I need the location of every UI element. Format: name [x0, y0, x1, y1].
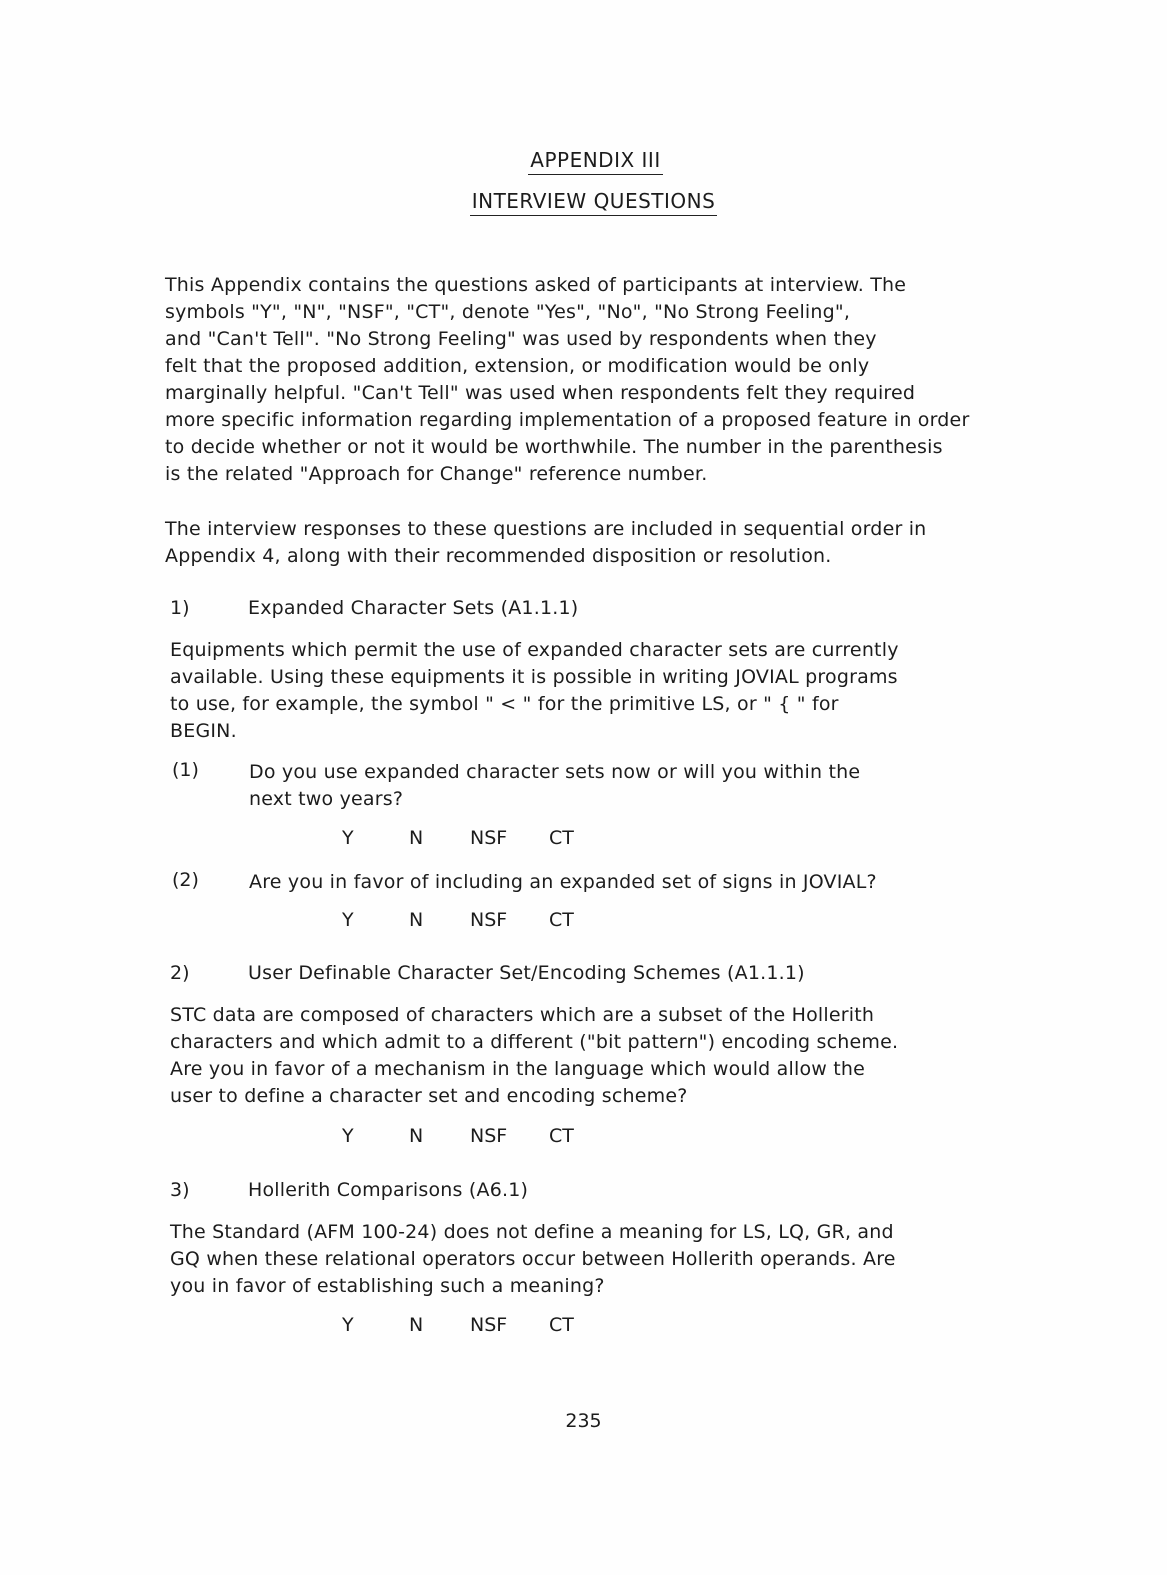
answer-no-strong-feeling: NSF	[470, 909, 508, 931]
answer-cant-tell: CT	[549, 827, 574, 849]
answer-no-strong-feeling: NSF	[470, 1314, 508, 1336]
intro-paragraph: This Appendix contains the questions asked of participants at interview. The symbols "Y", "N", "NSF", "CT", denote "Yes", "No", "No Strong Feeling", and "Can't Tell". "No Strong Feeling" was used by respondents when they felt that the proposed addition, extension, or modification would be only marginally helpful. "Can't Tell" was used when respondents felt they required more specific information regarding implementation of a proposed feature in order to decide whether or not it would be worthwhile. The number in the parenthesis is the related "Approach for Change" reference number.	[165, 274, 970, 485]
answer-no-strong-feeling: NSF	[470, 827, 508, 849]
answer-yes: Y	[342, 1125, 354, 1147]
section-1-title: Expanded Character Sets (A1.1.1)	[248, 597, 579, 619]
answer-no: N	[409, 827, 424, 849]
section-2-title: User Definable Character Set/Encoding Schemes (A1.1.1)	[248, 962, 805, 984]
appendix-title	[12, 148, 1167, 175]
answer-no: N	[409, 909, 424, 931]
answer-no: N	[409, 1125, 424, 1147]
section-3-body: The Standard (AFM 100-24) does not define a meaning for LS, LQ, GR, and GQ when these relational operators occur between Hollerith operands. Are you in favor of establishing such a meaning?	[170, 1221, 896, 1297]
question-2-number: (2)	[172, 869, 199, 891]
answer-yes: Y	[342, 1314, 354, 1336]
question-2-text: Are you in favor of including an expanded set of signs in JOVIAL?	[249, 871, 877, 893]
section-2-number: 2)	[170, 962, 190, 984]
answer-cant-tell: CT	[549, 909, 574, 931]
question-1-number: (1)	[172, 759, 199, 781]
question-1-text: Do you use expanded character sets now or will you within the next two years?	[249, 761, 861, 810]
appendix-subtitle-text: INTERVIEW QUESTIONS	[470, 189, 718, 216]
section-3-title: Hollerith Comparisons (A6.1)	[248, 1179, 529, 1201]
section-1-number: 1)	[170, 597, 190, 619]
section-3-number: 3)	[170, 1179, 190, 1201]
answer-cant-tell: CT	[549, 1125, 574, 1147]
appendix-title-text: APPENDIX III	[528, 148, 662, 175]
page-number: 235	[565, 1410, 602, 1432]
answer-yes: Y	[342, 827, 354, 849]
section-1-body: Equipments which permit the use of expanded character sets are currently available. Using these equipments it is possible in writing JOVIAL programs to use, for example, the symbol " < " for the primitive LS, or " { " for BEGIN.	[170, 639, 899, 742]
answer-no-strong-feeling: NSF	[470, 1125, 508, 1147]
section-2-body: STC data are composed of characters which are a subset of the Hollerith characters and which admit to a different ("bit pattern") encoding scheme. Are you in favor of a mechanism in the language which would allow the user to define a character set and encoding scheme?	[170, 1004, 899, 1107]
appendix-subtitle	[10, 189, 1167, 216]
answer-no: N	[409, 1314, 424, 1336]
intro-paragraph-2: The interview responses to these questions are included in sequential order in Appendix 4, along with their recommended disposition or resolution.	[165, 518, 927, 567]
answer-yes: Y	[342, 909, 354, 931]
answer-cant-tell: CT	[549, 1314, 574, 1336]
